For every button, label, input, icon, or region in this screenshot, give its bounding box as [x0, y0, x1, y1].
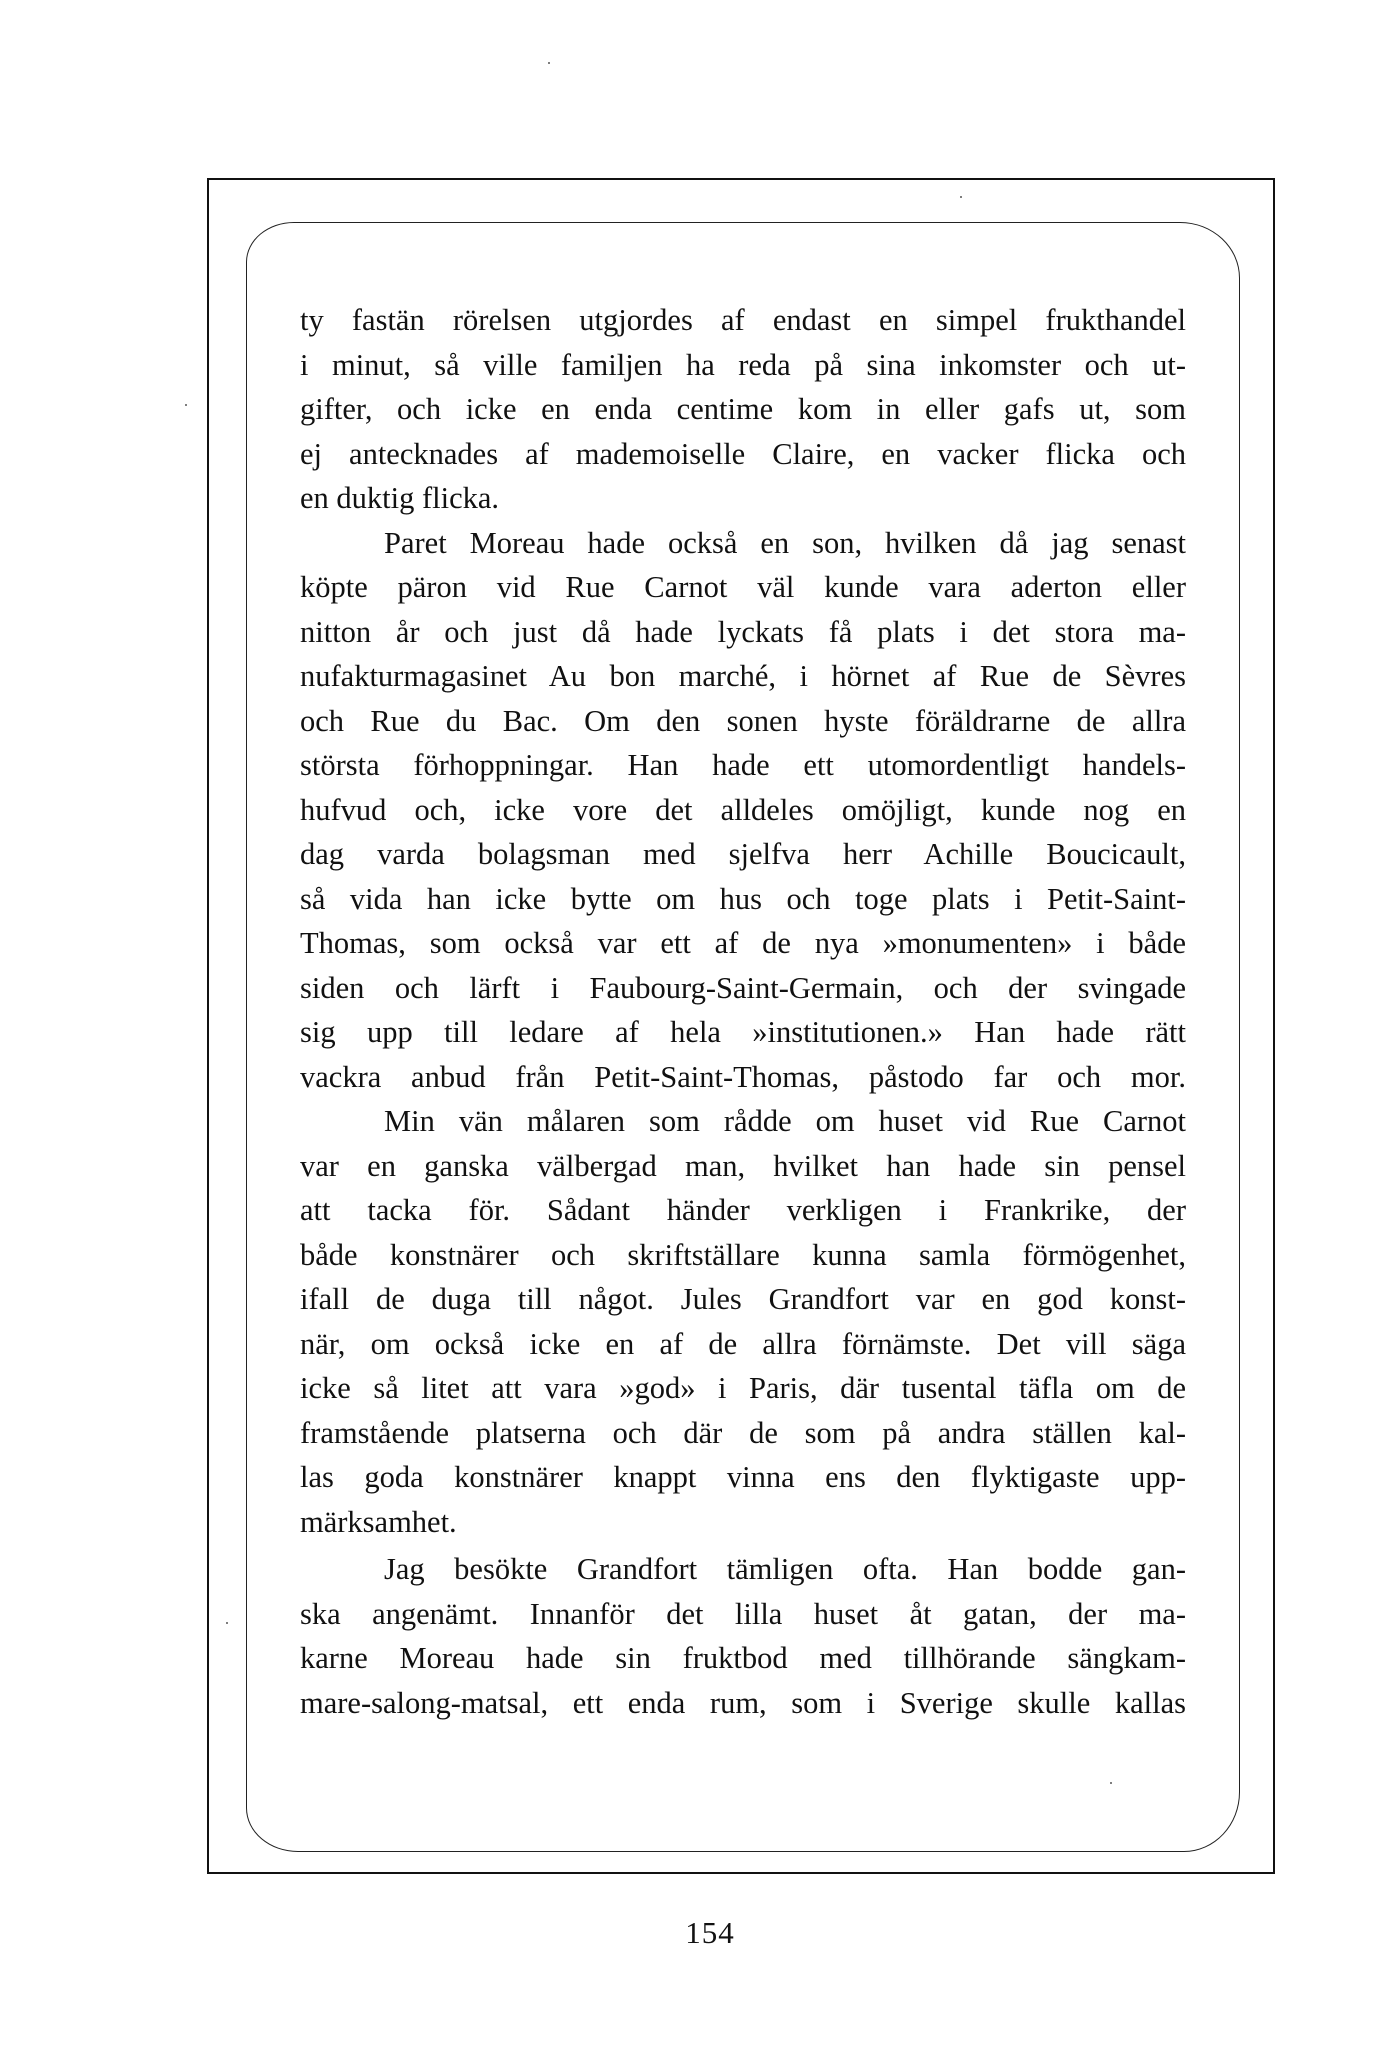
- text-line: både konstnärer och skriftställare kunna samla förmögenhet,: [300, 1237, 1186, 1272]
- scan-speck: [960, 196, 962, 198]
- text-line: när, om också icke en af de allra förnämste. Det vill säga: [300, 1326, 1186, 1361]
- text-line: nufakturmagasinet Au bon marché, i hörnet af Rue de Sèvres: [300, 659, 1186, 693]
- scan-speck: [185, 404, 187, 406]
- text-line: och Rue du Bac. Om den sonen hyste föräldrarne de allra: [300, 703, 1186, 738]
- text-line: nitton år och just då hade lyckats få plats i det stora ma-: [300, 614, 1186, 649]
- scan-speck: [226, 1622, 228, 1624]
- text-line: Min vän målaren som rådde om huset vid Rue Carnot: [384, 1104, 1186, 1138]
- text-line: så vida han icke bytte om hus och toge plats i Petit-Saint-: [300, 881, 1186, 916]
- text-line: gifter, och icke en enda centime kom in eller gafs ut, som: [300, 392, 1186, 426]
- text-line: var en ganska välbergad man, hvilket han hade sin pensel: [300, 1148, 1186, 1183]
- text-line: karne Moreau hade sin fruktbod med tillhörande sängkam-: [300, 1641, 1186, 1675]
- text-line: hufvud och, icke vore det alldeles omöjligt, kunde nog en: [300, 792, 1186, 827]
- text-line: Paret Moreau hade också en son, hvilken då jag senast: [384, 525, 1186, 560]
- text-line: köpte päron vid Rue Carnot väl kunde vara aderton eller: [300, 570, 1186, 604]
- text-line: siden och lärft i Faubourg-Saint-Germain, och der svingade: [300, 970, 1186, 1005]
- text-line: las goda konstnärer knappt vinna ens den flyktigaste upp-: [300, 1460, 1186, 1494]
- page-number: 154: [685, 1915, 735, 1950]
- text-line: i minut, så ville familjen ha reda på sina inkomster och ut-: [300, 347, 1186, 382]
- text-line: vackra anbud från Petit-Saint-Thomas, påstodo far och mor.: [300, 1059, 1186, 1094]
- text-line: ty fastän rörelsen utgjordes af endast en simpel frukthandel: [300, 303, 1186, 337]
- text-line: märksamhet.: [300, 1504, 457, 1539]
- text-line: största förhoppningar. Han hade ett utomordentligt handels-: [300, 748, 1186, 782]
- scan-speck: [548, 62, 550, 64]
- scan-speck: [1110, 1782, 1112, 1784]
- text-line: ej antecknades af mademoiselle Claire, en vacker flicka och: [300, 436, 1186, 471]
- text-line: mare-salong-matsal, ett enda rum, som i Sverige skulle kallas: [300, 1685, 1186, 1720]
- text-line: Thomas, som också var ett af de nya »monumenten» i både: [300, 926, 1186, 960]
- text-line: ifall de duga till något. Jules Grandfort var en god konst-: [300, 1282, 1186, 1316]
- text-line: framstående platserna och där de som på andra ställen kal-: [300, 1415, 1186, 1450]
- text-line: Jag besökte Grandfort tämligen ofta. Han bodde gan-: [384, 1552, 1186, 1586]
- text-line: att tacka för. Sådant händer verkligen i Frankrike, der: [300, 1193, 1186, 1227]
- text-line: en duktig flicka.: [300, 481, 500, 515]
- text-line: icke så litet att vara »god» i Paris, där tusental täfla om de: [300, 1371, 1186, 1405]
- text-line: sig upp till ledare af hela »institutionen.» Han hade rätt: [300, 1015, 1186, 1049]
- text-line: ska angenämt. Innanför det lilla huset åt gatan, der ma-: [300, 1596, 1186, 1631]
- text-line: dag varda bolagsman med sjelfva herr Achille Boucicault,: [300, 837, 1186, 871]
- page-body-text: [300, 298, 1186, 1725]
